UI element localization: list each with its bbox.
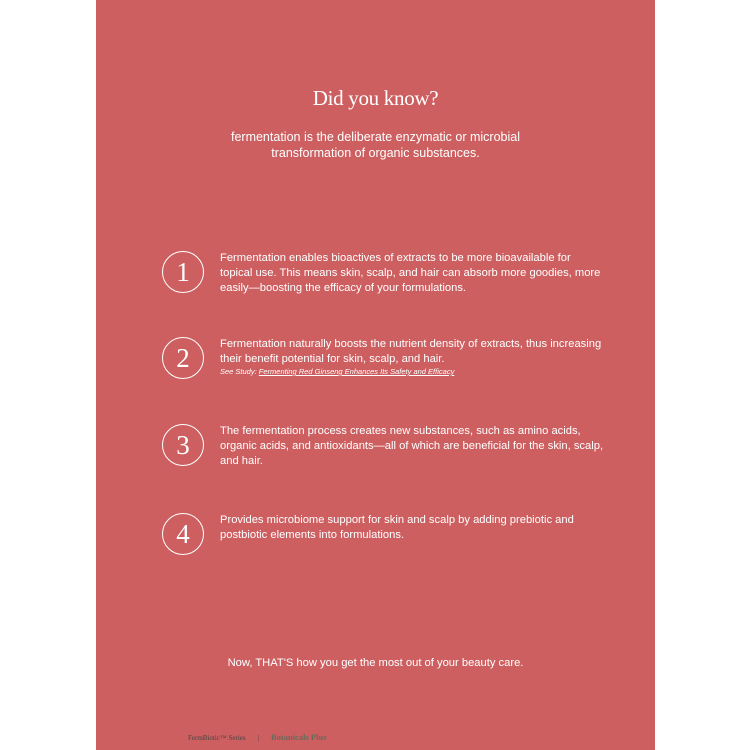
fact-text-3: The fermentation process creates new substances, such as amino acids, organic acids, and antioxidants—all of which are beneficial for the skin, scalp, and hair. bbox=[220, 425, 604, 467]
fact-text-4: Provides microbiome support for skin and scalp by adding prebiotic and postbiotic elements into formulations. bbox=[220, 514, 574, 541]
fact-text-2: Fermentation naturally boosts the nutrient density of extracts, thus increasing their benefit potential for skin, scalp, and hair. bbox=[220, 338, 602, 365]
fact-text-2-block bbox=[220, 337, 605, 377]
footer-separator: | bbox=[257, 734, 260, 742]
closing-text: Now, THAT'S how you get the most out of your beauty care. bbox=[227, 657, 524, 669]
number-circle-4: 4 bbox=[162, 513, 204, 555]
number-circle-2: 2 bbox=[162, 337, 204, 379]
intro-line-2: transformation of organic substances. bbox=[271, 146, 480, 160]
series-label: FermBiotic™ Series bbox=[188, 734, 246, 742]
study-reference bbox=[220, 367, 605, 377]
page-title: Did you know? bbox=[312, 86, 439, 110]
study-link[interactable]: Fermenting Red Ginseng Enhances Its Safety and Efficacy bbox=[258, 367, 455, 376]
intro-text bbox=[136, 129, 615, 161]
brand-logo-text: Botanicals Plus bbox=[271, 732, 327, 742]
fact-text-1: Fermentation enables bioactives of extracts to be more bioavailable for topical use. This means skin, scalp, and hair can absorb more goodies, more easily—boosting the efficacy of your formulations. bbox=[220, 252, 601, 294]
number-circle-1: 1 bbox=[162, 251, 204, 293]
footer bbox=[188, 732, 327, 742]
study-prefix: See Study: bbox=[220, 367, 257, 376]
number-circle-3: 3 bbox=[162, 424, 204, 466]
intro-line-1: fermentation is the deliberate enzymatic or microbial bbox=[230, 130, 521, 144]
content-panel bbox=[96, 0, 655, 750]
